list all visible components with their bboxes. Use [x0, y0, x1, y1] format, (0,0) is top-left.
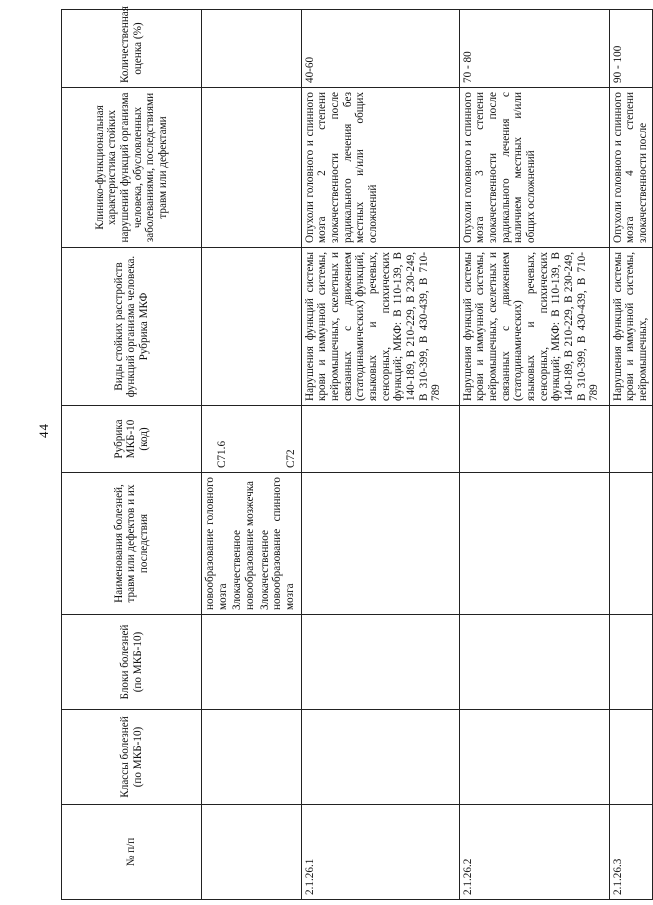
clinical-characteristic-cell: Опухоли головного и спинного мозга 2 степени злокачественности после радикального лечения без местных и/или общих осложнений — [301, 88, 459, 248]
clinical-characteristic-cell: Опухоли головного и спинного мозга 3 степени злокачественности после радикального лечения с наличием местных и/или общих осложнений — [459, 88, 609, 248]
function-impairment-cell: Нарушения функций системы крови и иммунной системы, нейромышечных, скелетных и связанных с движением (статодинамических) языковых и речевых, сенсорных, психических функций; МКФ: B 110-139, B 140-189, B 210-229, B 230-249, B 310-399, B 430-439, B 710-789 — [459, 248, 609, 406]
header-function-type: Виды стойких расстройств функций организма человека. Рубрика МКФ — [62, 248, 202, 406]
clinical-characteristic-cell: Опухоли головного и спинного мозга 4 степени злокачественности после — [609, 88, 652, 248]
table-row — [459, 10, 609, 900]
header-clinical-characteristic: Клинико-функциональная характеристика стойких нарушений функций организма человека, обусловленных заболеваниями, последствиями травм или дефектами — [62, 88, 202, 248]
row-number: 2.1.26.3 — [609, 805, 652, 900]
header-disease-name: Наименования болезней, травм или дефектов и их последствия — [62, 473, 202, 615]
disability-criteria-table — [61, 6, 653, 900]
rotated-page — [61, 5, 649, 900]
intro-codes-cell — [202, 406, 302, 473]
table-row — [609, 10, 652, 900]
row-number: 2.1.26.1 — [301, 805, 459, 900]
icd-code: C71.6 — [216, 440, 228, 468]
table-row — [301, 10, 459, 900]
header-row — [62, 10, 202, 900]
disease-name: Злокачественное новообразование спинного мозга — [258, 477, 296, 610]
header-disease-block: Блоки болезней (по МКБ-10) — [62, 615, 202, 710]
icd-code: C72 — [284, 449, 297, 468]
row-number: 2.1.26.2 — [459, 805, 609, 900]
header-disease-class: Классы болезней (по МКБ-10) — [62, 710, 202, 805]
percent-cell: 70 - 80 — [459, 10, 609, 88]
function-impairment-cell: Нарушения функций системы крови и иммунной системы, нейромышечных, — [609, 248, 652, 406]
function-impairment-cell: Нарушения функций системы крови и иммунной системы, нейромышечных, скелетных и связанных с движением (статодинамических) функций, языковых и речевых, сенсорных, психических функций; МКФ: B 110-139, B 140-189, B 210-229, B 230-249, B 310-399, B 430-439, B 710-789 — [301, 248, 459, 406]
header-percent: Количественная оценка (%) — [62, 10, 202, 88]
percent-cell: 90 - 100 — [609, 10, 652, 88]
intro-row — [202, 10, 302, 900]
header-number: № п/п — [62, 805, 202, 900]
disease-name: новообразование головного мозга — [204, 477, 229, 610]
header-icd-code: Рубрика МКБ-10 (код) — [62, 406, 202, 473]
intro-diseases-cell — [202, 473, 302, 615]
percent-cell: 40-60 — [301, 10, 459, 88]
disease-name: Злокачественное новообразование мозжечка — [231, 480, 256, 610]
page-number: 44 — [36, 423, 51, 438]
